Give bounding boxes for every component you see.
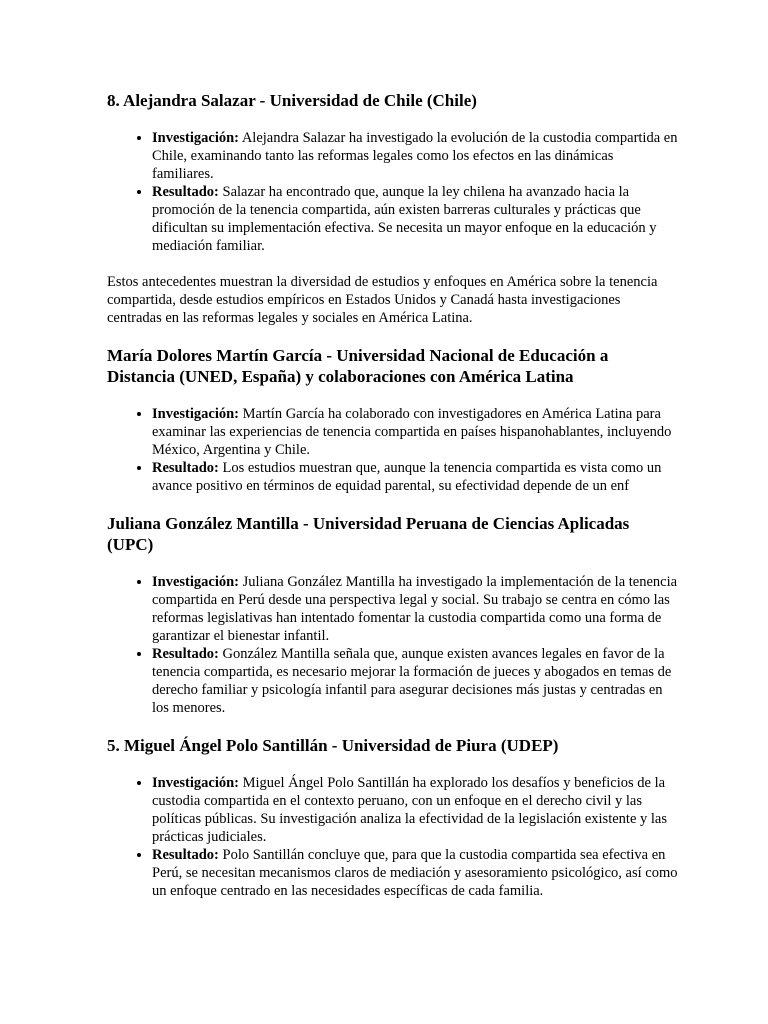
bullet-label: Resultado: bbox=[152, 184, 219, 200]
bullet-text: Alejandra Salazar ha investigado la evolución de la custodia compartida en Chile, examinando tanto las reformas legales como los efectos en las dinámicas familiares. bbox=[152, 130, 678, 182]
summary-paragraph: Estos antecedentes muestran la diversidad de estudios y enfoques en América sobre la tenencia compartida, desde estudios empíricos en Estados Unidos y Canadá hasta investigaciones centradas en las reformas legales y sociales en América Latina. bbox=[107, 274, 658, 326]
bullet-label: Resultado: bbox=[152, 646, 219, 662]
section-heading-salazar: 8. Alejandra Salazar - Universidad de Chile (Chile) bbox=[107, 91, 477, 110]
list-item bbox=[152, 459, 678, 495]
section-heading-martin-garcia: María Dolores Martín García - Universidad Nacional de Educación a Distancia (UNED, España) y colaboraciones con América Latina bbox=[107, 346, 609, 386]
bullet-label: Investigación: bbox=[152, 406, 239, 422]
bullet-text: Martín García ha colaborado con investigadores en América Latina para examinar las experiencias de tenencia compartida en países hispanohablantes, incluyendo México, Argentina y Chile. bbox=[152, 406, 672, 458]
bullet-list-salazar bbox=[107, 129, 678, 255]
section-heading-gonzalez-mantilla: Juliana González Mantilla - Universidad Peruana de Ciencias Aplicadas (UPC) bbox=[107, 514, 630, 554]
bullet-text: Juliana González Mantilla ha investigado la implementación de la tenencia compartida en Perú desde una perspectiva legal y social. Su trabajo se centra en cómo las reformas legislativas han intentado fomentar la custodia compartida como una forma de garantizar el bienestar infantil. bbox=[152, 574, 678, 644]
list-item bbox=[152, 645, 678, 717]
bullet-text: Salazar ha encontrado que, aunque la ley chilena ha avanzado hacia la promoción de la tenencia compartida, aún existen barreras culturales y prácticas que dificultan su implementación efectiva. Se necesita un mayor enfoque en la educación y mediación familiar. bbox=[152, 184, 657, 254]
bullet-text: Miguel Ángel Polo Santillán ha explorado los desafíos y beneficios de la custodia compartida en el contexto peruano, con un enfoque en el derecho civil y las políticas públicas. Su investigación analiza la efectividad de la legislación existente y las prácticas judiciales. bbox=[152, 775, 667, 845]
bullet-text: González Mantilla señala que, aunque existen avances legales en favor de la tenencia compartida, es necesario mejorar la formación de jueces y abogados en temas de derecho familiar y psicología infantil para asegurar decisiones más justas y centradas en los menores. bbox=[152, 646, 672, 716]
bullet-list-gonzalez-mantilla bbox=[107, 573, 678, 717]
list-item bbox=[152, 183, 678, 255]
bullet-text: Los estudios muestran que, aunque la tenencia compartida es vista como un avance positivo en términos de equidad parental, su efectividad depende de un enf bbox=[152, 460, 662, 494]
section-heading-polo-santillan: 5. Miguel Ángel Polo Santillán - Universidad de Piura (UDEP) bbox=[107, 736, 559, 755]
list-item bbox=[152, 129, 678, 183]
list-item bbox=[152, 774, 678, 846]
bullet-list-polo-santillan bbox=[107, 774, 678, 900]
list-item bbox=[152, 405, 678, 459]
bullet-list-martin-garcia bbox=[107, 405, 678, 495]
bullet-label: Investigación: bbox=[152, 775, 239, 791]
bullet-label: Investigación: bbox=[152, 130, 239, 146]
list-item bbox=[152, 846, 678, 900]
bullet-text: Polo Santillán concluye que, para que la custodia compartida sea efectiva en Perú, se necesitan mecanismos claros de mediación y asesoramiento psicológico, así como un enfoque centrado en las necesidades específicas de cada familia. bbox=[152, 847, 678, 899]
bullet-label: Investigación: bbox=[152, 574, 239, 590]
bullet-label: Resultado: bbox=[152, 847, 219, 863]
bullet-label: Resultado: bbox=[152, 460, 219, 476]
list-item bbox=[152, 573, 678, 645]
